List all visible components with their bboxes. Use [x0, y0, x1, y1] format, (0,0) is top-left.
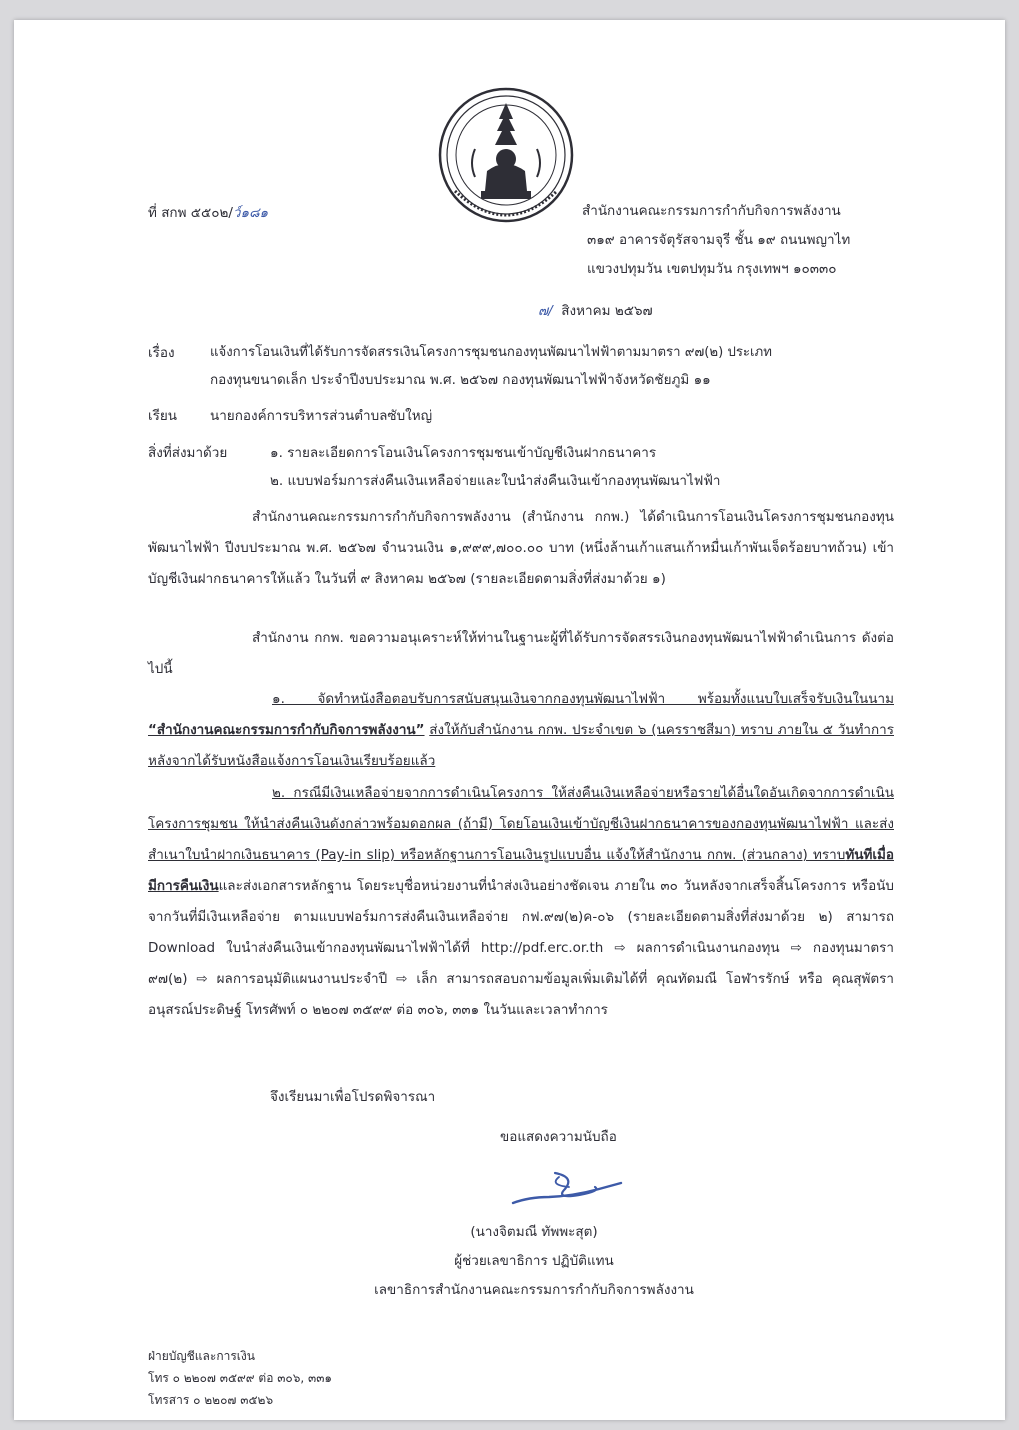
subject-line-2: กองทุนขนาดเล็ก ประจำปีงบประมาณ พ.ศ. ๒๕๖๗ กองทุนพัฒนาไฟฟ้าจังหวัดชัยภูมิ ๑๑ [210, 372, 711, 388]
date-text: สิงหาคม ๒๕๖๗ [561, 303, 653, 319]
instruction-1-office-name: “สำนักงานคณะกรรมการกำกับกิจการพลังงาน” [148, 722, 425, 738]
agency-address-line-2: ๓๑๙ อาคารจัตุรัสจามจุรี ชั้น ๑๙ ถนนพญาไท [587, 232, 851, 248]
erc-seal-emblem [435, 79, 577, 237]
instruction-1-text-a: ๑. จัดทำหนังสือตอบรับการสนับสนุนเงินจากกองทุนพัฒนาไฟฟ้า พร้อมทั้งแนบใบเสร็จรับเงินในนาม [272, 691, 894, 707]
signatory-position-1: ผู้ช่วยเลขาธิการ ปฏิบัติแทน [454, 1253, 614, 1269]
footer-tel: โทร ๐ ๒๒๐๗ ๓๕๙๙ ต่อ ๓๐๖, ๓๓๑ [148, 1371, 333, 1385]
subject-line-1: แจ้งการโอนเงินที่ได้รับการจัดสรรเงินโครงการชุมชนกองทุนพัฒนาไฟฟ้าตามมาตรา ๙๗(๒) ประเภท [210, 345, 772, 360]
agency-address-line-3: แขวงปทุมวัน เขตปทุมวัน กรุงเทพฯ ๑๐๓๓๐ [587, 261, 837, 277]
enclosure-item-2: ๒. แบบฟอร์มการส่งคืนเงินเหลือจ่ายและใบนำส่งคืนเงินเข้ากองทุนพัฒนาไฟฟ้า [270, 473, 721, 489]
paragraph-1: สำนักงานคณะกรรมการกำกับกิจการพลังงาน (สำนักงาน กกพ.) ได้ดำเนินการโอนเงินโครงการชุมชนกองทุนพัฒนาไฟฟ้า ปีงบประมาณ พ.ศ. ๒๕๖๗ จำนวนเงิน ๑,๙๙๙,๗๐๐.๐๐ บาท (หนึ่งล้านเก้าแสนเก้าหมื่นเก้าพันเจ็ดร้อยบาทถ้วน) เข้าบัญชีเงินฝากธนาคารให้แล้ว ในวันที่ ๙ สิงหาคม ๒๕๖๗ (รายละเอียดตามสิ่งที่ส่งมาด้วย ๑) [148, 509, 894, 587]
ref-number-handwritten: ว์๑๘๑ [232, 205, 269, 221]
footer-contact [148, 1345, 332, 1411]
enclosure-item-1: ๑. รายละเอียดการโอนเงินโครงการชุมชนเข้าบัญชีเงินฝากธนาคาร [270, 445, 657, 461]
recipient-label: เรียน [148, 408, 178, 424]
enclosures-label: สิ่งที่ส่งมาด้วย [148, 445, 228, 461]
instruction-item-1 [148, 684, 894, 777]
instruction-2-emphasis: ทันทีเมื่อมีการคืนเงิน [148, 847, 894, 894]
instruction-2-text-a: ๒. กรณีมีเงินเหลือจ่ายจากการดำเนินโครงการ ให้ส่งคืนเงินเหลือจ่ายหรือรายได้อื่นใดอันเกิดจากการดำเนินโครงการชุมชน ให้นำส่งคืนเงินดังกล่าวพร้อมดอกผล (ถ้ามี) โดยโอนเงินเข้าบัญชีเงินฝากธนาคารของกองทุนพัฒนาไฟฟ้า และส่งสำเนาใบนำฝากเงินธนาคาร (Pay-in slip) หรือหลักฐานการโอนเงินรูปแบบอื่น แจ้งให้สำนักงาน กกพ. (ส่วนกลาง) ทราบ [148, 785, 894, 863]
signatory-name: (นางจิตมณี ทัพพะสุต) [470, 1224, 598, 1240]
signatory-position-2: เลขาธิการสำนักงานคณะกรรมการกำกับกิจการพลังงาน [374, 1282, 694, 1298]
instruction-1-text-c: ส่งให้กับสำนักงาน กกพ. ประจำเขต ๖ (นครราชสีมา) ทราบ ภายใน ๕ วันทำการ หลังจากได้รับหนังสือแจ้งการโอนเงินเรียบร้อยแล้ว [148, 722, 894, 769]
instruction-item-2 [148, 778, 894, 1088]
instruction-2-text-c: และส่งเอกสารหลักฐาน โดยระบุชื่อหน่วยงานที่นำส่งเงินอย่างชัดเจน ภายใน ๓๐ วันหลังจากเสร็จสิ้นโครงการ หรือนับจากวันที่มีเงินเหลือจ่าย ตามแบบฟอร์มการส่งคืนเงินเหลือจ่าย กฟ.๙๗(๒)ค-๐๖ (รายละเอียดตามสิ่งที่ส่งมาด้วย ๒) สามารถ Download ใบนำส่งคืนเงินเข้ากองทุนพัฒนาไฟฟ้าได้ที่ http://pdf.erc.or.th ⇨ ผลการดำเนินงานกองทุน ⇨ กองทุนมาตรา ๙๗(๒) ⇨ ผลการอนุมัติแผนงานประจำปี ⇨ เล็ก สามารถสอบถามข้อมูลเพิ่มเติมได้ที่ คุณทัดมณี โอฬารรักษ์ หรือ คุณสุพัตรา อนุสรณ์ประดิษฐ์ โทรศัพท์ ๐ ๒๒๐๗ ๓๕๙๙ ต่อ ๓๐๖, ๓๓๑ ในวันและเวลาทำการ [148, 878, 894, 1018]
recipient-name: นายกองค์การบริหารส่วนตำบลซับใหญ่ [210, 408, 433, 424]
closing-line: จึงเรียนมาเพื่อโปรดพิจารณา [270, 1089, 436, 1105]
reference-number [148, 204, 268, 222]
footer-dept: ฝ่ายบัญชีและการเงิน [148, 1349, 255, 1363]
regards: ขอแสดงความนับถือ [500, 1129, 617, 1145]
footer-fax: โทรสาร ๐ ๒๒๐๗ ๓๕๒๖ [148, 1393, 274, 1407]
letter-page [14, 20, 1005, 1420]
subject-label: เรื่อง [148, 345, 175, 361]
ref-number-text: ที่ สกพ ๕๕๐๒/ [148, 205, 233, 221]
agency-address-line-1: สำนักงานคณะกรรมการกำกับกิจการพลังงาน [582, 203, 841, 219]
letter-date [538, 302, 653, 320]
date-handwritten: ๗/ [538, 303, 553, 319]
signature-mark [509, 1163, 629, 1211]
paragraph-2: สำนักงาน กกพ. ขอความอนุเคราะห์ให้ท่านในฐานะผู้ที่ได้รับการจัดสรรเงินกองทุนพัฒนาไฟฟ้าดำเนินการ ดังต่อไปนี้ [148, 630, 894, 677]
